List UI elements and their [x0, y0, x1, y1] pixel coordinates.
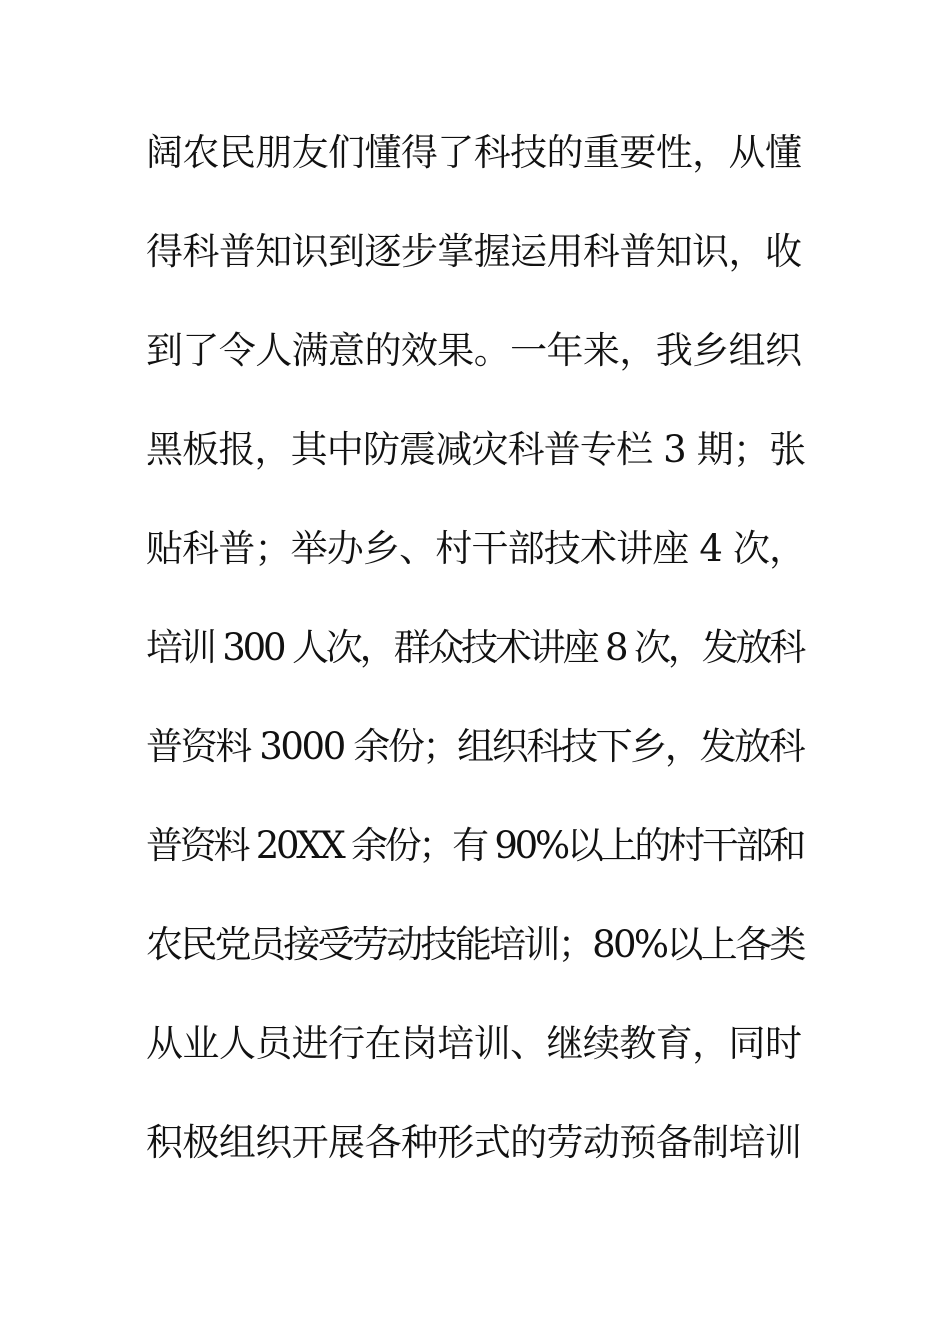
- text-line: 从业人员进行在岗培训、继续教育，同时: [146, 1022, 802, 1065]
- text-line: 得科普知识到逐步掌握运用科普知识，收: [146, 230, 802, 273]
- text-line: 贴科普；举办乡、村干部技术讲座 4 次，: [146, 527, 806, 570]
- text-line: 培训 300 人次，群众技术讲座 8 次，发放科: [146, 626, 804, 669]
- text-line: 黑板报，其中防震减灾科普专栏 3 期；张: [146, 428, 806, 471]
- text-line: 农民党员接受劳动技能培训；80%以上各类: [146, 923, 804, 966]
- text-line: 到了令人满意的效果。一年来，我乡组织: [146, 329, 802, 372]
- text-line: 阔农民朋友们懂得了科技的重要性，从懂: [146, 131, 802, 174]
- text-line: 普资料 3000 余份；组织科技下乡，发放科: [146, 725, 804, 768]
- text-line: 积极组织开展各种形式的劳动预备制培训: [146, 1121, 802, 1164]
- text-line: 普资料 20XX 余份；有 90%以上的村干部和: [146, 824, 804, 867]
- body-text: [146, 125, 816, 1214]
